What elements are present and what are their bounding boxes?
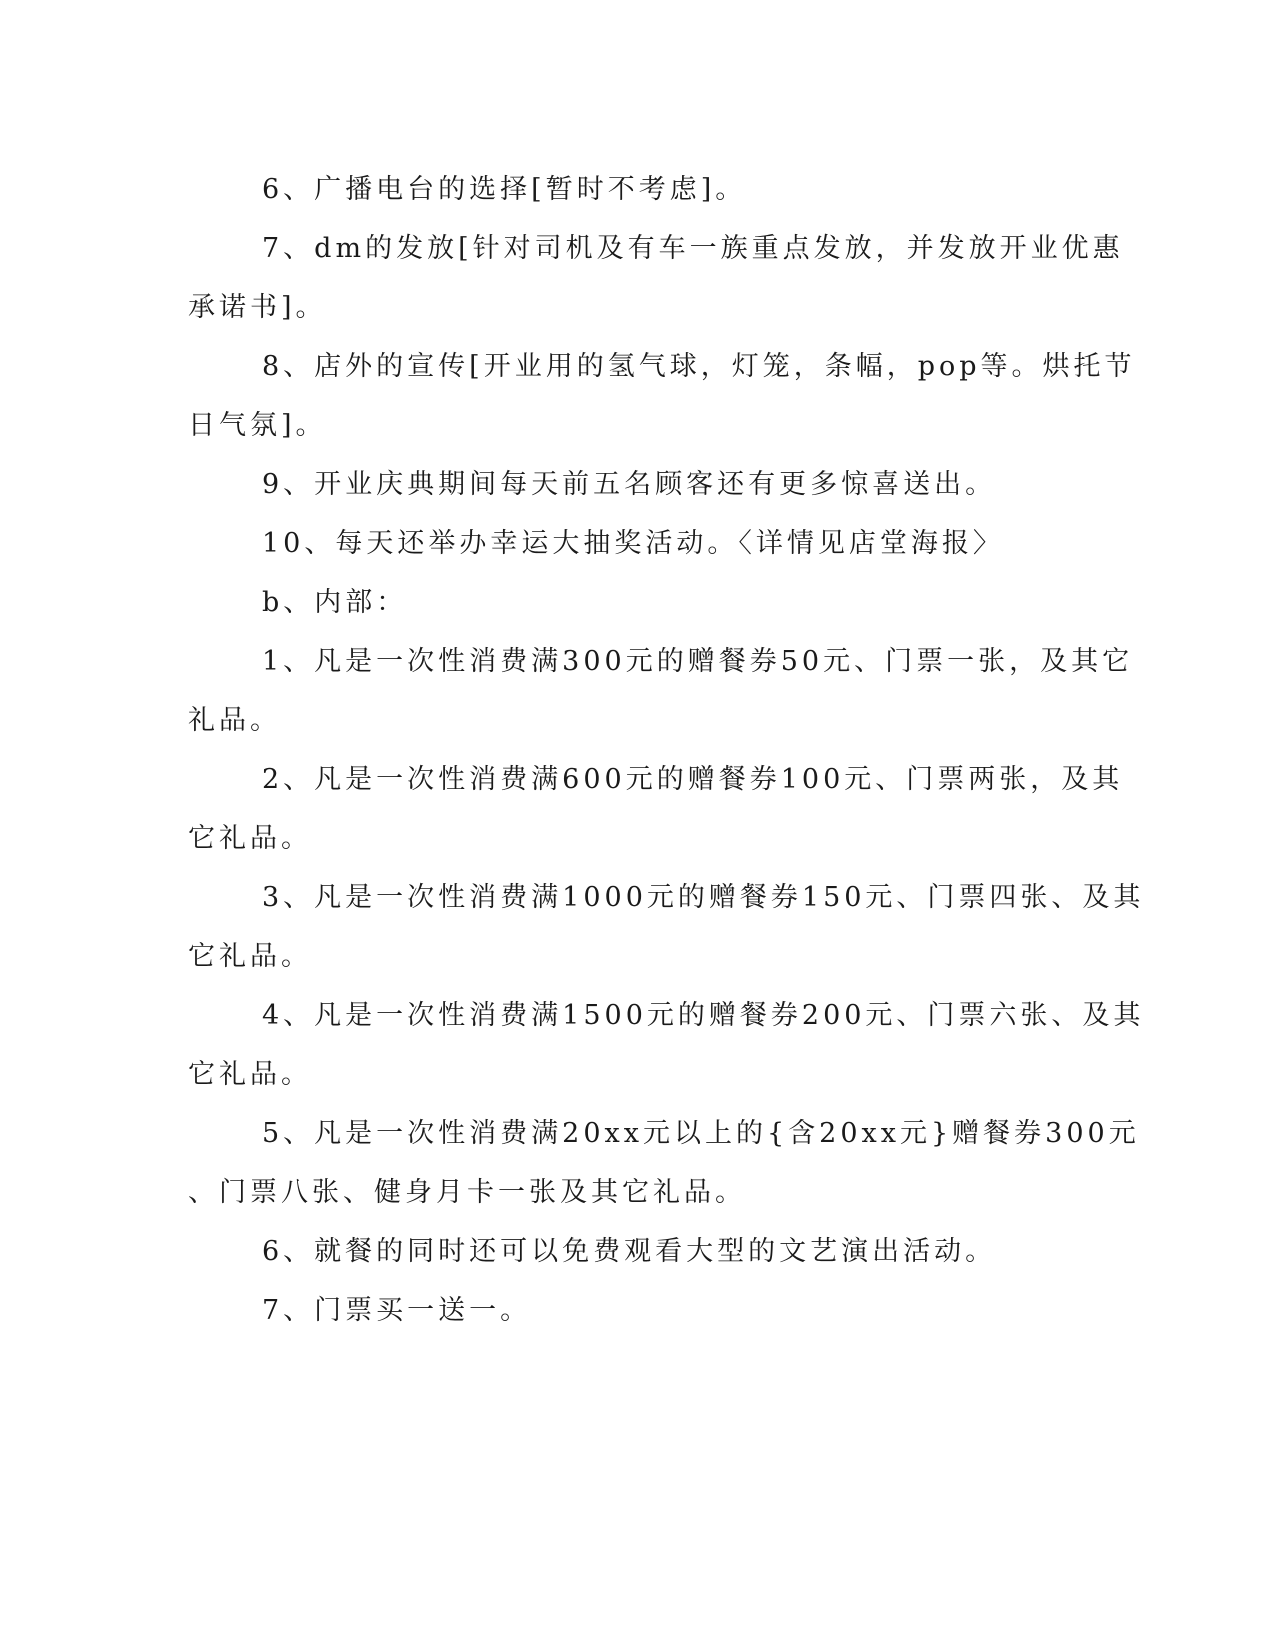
section-heading: b、内部： (262, 587, 408, 618)
paragraph-line: 10、每天还举办幸运大抽奖活动。〈详情见店堂海报〉 (262, 528, 1004, 559)
paragraph-line: 礼品。 (188, 705, 281, 736)
paragraph-line: 6、广播电台的选择[暂时不考虑]。 (262, 174, 747, 205)
paragraph-line: 2、凡是一次性消费满600元的赠餐券100元、门票两张，及其 (262, 764, 1124, 795)
paragraph-line: 日气氛]。 (188, 410, 327, 441)
paragraph-line: 9、开业庆典期间每天前五名顾客还有更多惊喜送出。 (262, 469, 997, 500)
paragraph-line: 它礼品。 (188, 941, 312, 972)
paragraph-line: 4、凡是一次性消费满1500元的赠餐券200元、门票六张、及其 (262, 1000, 1145, 1031)
paragraph-line: 5、凡是一次性消费满20xx元以上的{含20xx元}赠餐券300元 (262, 1118, 1140, 1149)
paragraph-line: 3、凡是一次性消费满1000元的赠餐券150元、门票四张、及其 (262, 882, 1145, 913)
paragraph-line: 1、凡是一次性消费满300元的赠餐券50元、门票一张，及其它 (262, 646, 1134, 677)
paragraph-line: 8、店外的宣传[开业用的氢气球，灯笼，条幅，pop等。烘托节 (262, 351, 1136, 382)
paragraph-line: 它礼品。 (188, 1059, 312, 1090)
paragraph-line: 7、dm的发放[针对司机及有车一族重点发放，并发放开业优惠 (262, 233, 1124, 264)
paragraph-line: 它礼品。 (188, 823, 312, 854)
paragraph-line: 7、门票买一送一。 (262, 1295, 532, 1326)
paragraph-line: 承诺书]。 (188, 292, 327, 323)
paragraph-line: 6、就餐的同时还可以免费观看大型的文艺演出活动。 (262, 1236, 997, 1267)
paragraph-line: 、门票八张、健身月卡一张及其它礼品。 (188, 1177, 746, 1208)
